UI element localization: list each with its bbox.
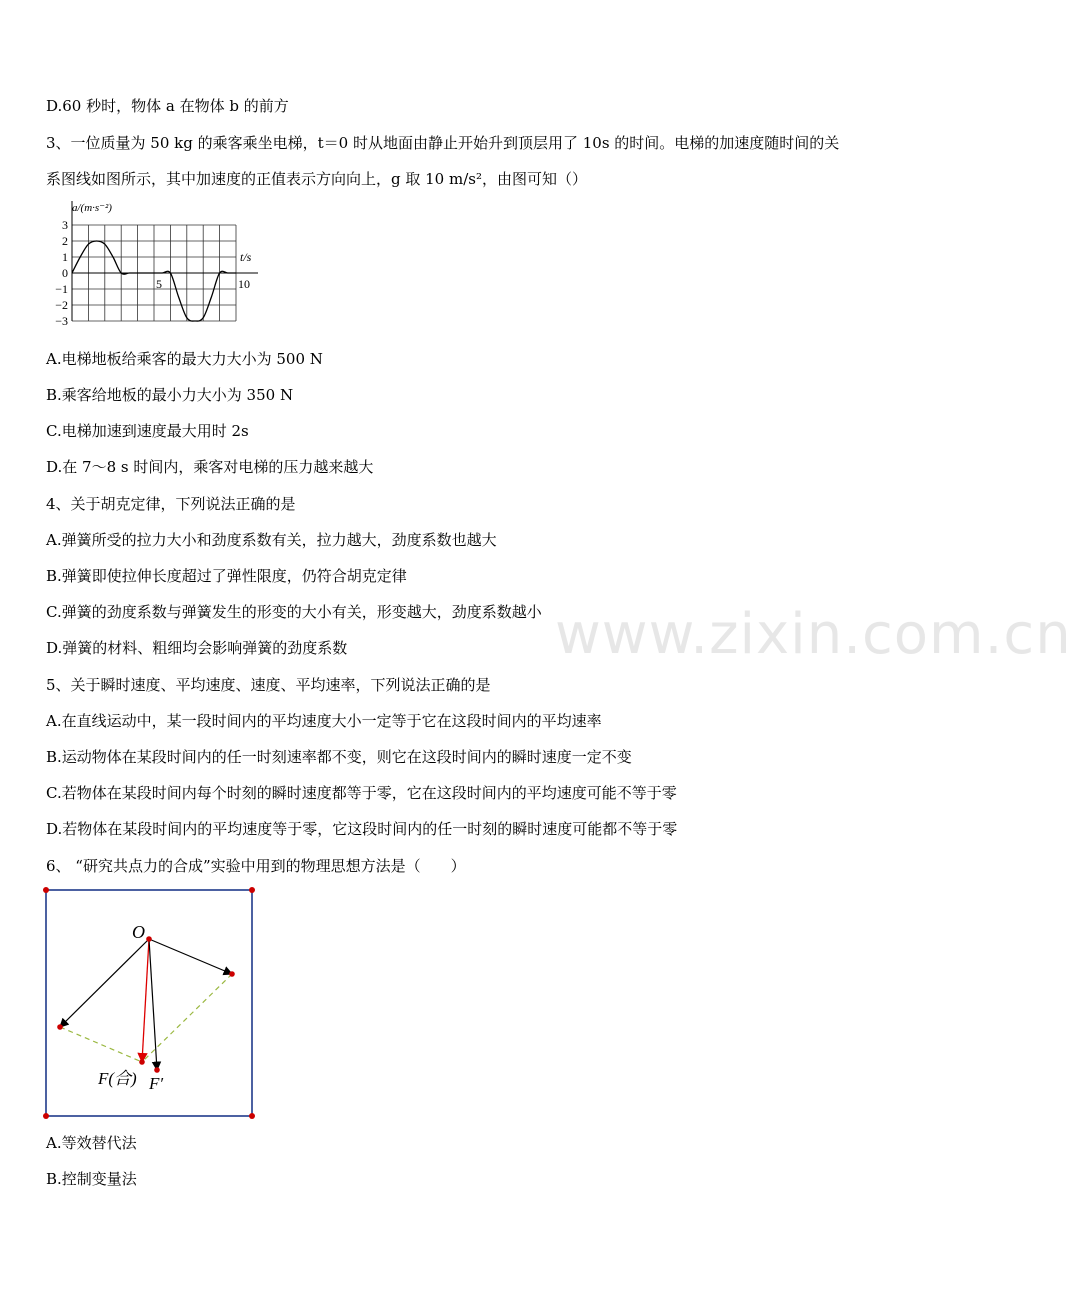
- label-f-prime: F′: [149, 1074, 164, 1093]
- q3-option-d: D.在 7～8 s 时间内，乘客对电梯的压力越来越大: [46, 458, 374, 476]
- watermark: www.zixin.com.cn: [555, 602, 1072, 667]
- q3-option-b: B.乘客给地板的最小力大小为 350 N: [46, 386, 294, 404]
- chart-ylabel: a/(m·s⁻²): [72, 202, 112, 214]
- q4-option-d: D.弹簧的材料、粗细均会影响弹簧的劲度系数: [46, 639, 348, 657]
- force-arrow-f1: [60, 939, 149, 1027]
- y-tick-label: −2: [55, 298, 68, 312]
- q3-acceleration-chart: [46, 197, 276, 335]
- q3-option-a: A.电梯地板给乘客的最大力大小为 500 N: [46, 350, 323, 368]
- label-f-combined: F(合): [98, 1069, 137, 1088]
- q3-option-c: C.电梯加速到速度最大用时 2s: [46, 422, 249, 440]
- q5-option-d: D.若物体在某段时间内的平均速度等于零，它这段时间内的任一时刻的瞬时速度可能都不等于零: [46, 820, 678, 838]
- point-dot: [229, 971, 235, 977]
- corner-dot: [249, 887, 255, 893]
- q5-option-c: C.若物体在某段时间内每个时刻的瞬时速度都等于零，它在这段时间内的平均速度可能不等于零: [46, 784, 677, 802]
- q3-stem-line2: 系图线如图所示，其中加速度的正值表示方向向上，g 取 10 m/s²，由图可知（）: [46, 170, 587, 188]
- q2-option-d: D.60 秒时，物体 a 在物体 b 的前方: [46, 97, 289, 115]
- label-o: O: [132, 922, 145, 942]
- point-dot: [139, 1059, 145, 1065]
- y-tick-label: 1: [62, 250, 68, 264]
- q6-option-a: A.等效替代法: [46, 1134, 137, 1152]
- force-arrow-f-prime: [149, 939, 157, 1070]
- x-tick-label: 5: [156, 277, 162, 291]
- y-tick-label: 2: [62, 234, 68, 248]
- q5-option-b: B.运动物体在某段时间内的任一时刻速率都不变，则它在这段时间内的瞬时速度一定不变: [46, 748, 632, 766]
- q4-option-a: A.弹簧所受的拉力大小和劲度系数有关，拉力越大，劲度系数也越大: [46, 531, 497, 549]
- point-dot: [57, 1024, 63, 1030]
- corner-dot: [43, 1113, 49, 1119]
- y-tick-label: −3: [55, 314, 68, 328]
- corner-dot: [43, 887, 49, 893]
- dashed-parallelogram-side: [60, 1027, 142, 1062]
- q4-stem: 4、关于胡克定律，下列说法正确的是: [46, 495, 296, 513]
- q4-option-c: C.弹簧的劲度系数与弹簧发生的形变的大小有关，形变越大，劲度系数越小: [46, 603, 542, 621]
- force-arrow-f2: [149, 939, 232, 974]
- q6-option-b: B.控制变量法: [46, 1170, 137, 1188]
- point-dot: [154, 1067, 160, 1073]
- q5-stem: 5、关于瞬时速度、平均速度、速度、平均速率，下列说法正确的是: [46, 676, 491, 694]
- chart-axes: [72, 201, 258, 321]
- y-tick-label: 0: [62, 266, 68, 280]
- q6-stem: 6、 “研究共点力的合成”实验中用到的物理思想方法是（ ）: [46, 857, 466, 875]
- q6-force-diagram: [40, 884, 260, 1124]
- chart-xlabel: t/s: [240, 250, 252, 264]
- q4-option-b: B.弹簧即使拉伸长度超过了弹性限度，仍符合胡克定律: [46, 567, 407, 585]
- point-dot: [146, 936, 152, 942]
- y-tick-label: −1: [55, 282, 68, 296]
- y-tick-label: 3: [62, 218, 68, 232]
- q3-stem-line1: 3、一位质量为 50 kg 的乘客乘坐电梯，t＝0 时从地面由静止开始升到顶层用了 10s 的时间。电梯的加速度随时间的关: [46, 134, 840, 152]
- force-arrow-combined: [142, 939, 149, 1062]
- q5-option-a: A.在直线运动中，某一段时间内的平均速度大小一定等于它在这段时间内的平均速率: [46, 712, 602, 730]
- corner-dot: [249, 1113, 255, 1119]
- x-tick-label: 10: [238, 277, 250, 291]
